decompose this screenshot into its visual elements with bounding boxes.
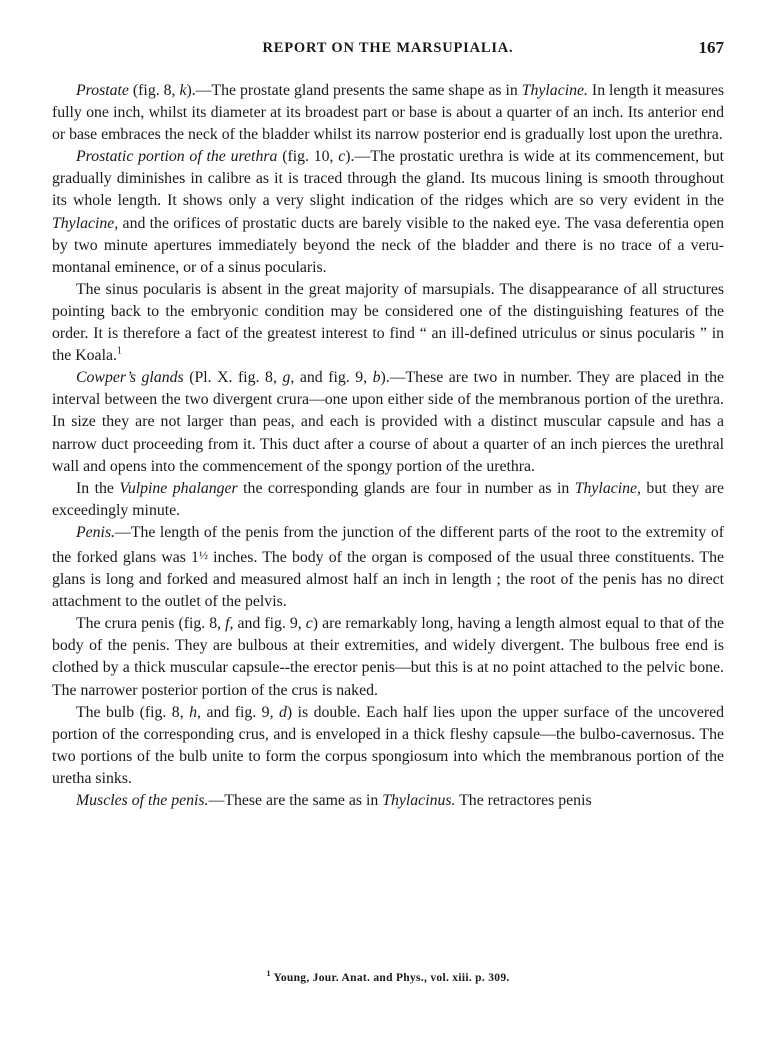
footnote: [52, 969, 724, 984]
paragraph-muscles-of-penis: Muscles of the penis.—These are the same as in Thylacinus. The retractores penis: [76, 792, 592, 809]
footnote-text: Young, Jour. Anat. and Phys., vol. xiii. p. 309.: [270, 972, 510, 984]
paragraph-vulpine-phalanger: In the Vulpine phalanger the corresponding glands are four in number as in Thylacine, but they are exceedingly minute.: [52, 479, 725, 519]
page: [52, 38, 725, 984]
paragraph-bulb: The bulb (fig. 8, h, and fig. 9, d) is double. Each half lies upon the upper surface of the uncovered portion of the corresponding crus, and is enveloped in a thick fleshy capsule—the bulbo-cavernosus. The two portions of the bulb unite to form the corpus spongiosum into which the membranous portion of the uretha sinks.: [52, 703, 725, 787]
paragraph-prostate: Prostate (fig. 8, k).—The prostate gland presents the same shape as in Thylacine. In length it measures fully one inch, whilst its diameter at its broadest part or base is about a quarter of an inch. Its anterior end or base embraces the neck of the bladder whilst its narrow posterior end is gradually lost upon the urethra.: [52, 82, 725, 144]
footnote-reference: 1: [116, 345, 122, 357]
footnote-mark: 1: [266, 969, 271, 979]
term-penis: Penis.: [76, 523, 116, 541]
term-prostatic-urethra: Prostatic portion of the urethra: [76, 148, 278, 166]
species-name: Thylacine,: [52, 214, 119, 232]
fraction: ½: [198, 547, 208, 562]
page-header: [52, 40, 724, 66]
paragraph-sinus-pocularis: The sinus pocularis is absent in the great majority of marsupials. The disappearance of all structures pointing back to the embryonic condition may be considered one of the distinguishing features of the order. It is therefore a fact of the greatest interest to find “ an ill-defined utriculus or sinus pocularis ” in the Koala.$^1$: [52, 280, 724, 365]
species-name: Thylacinus.: [382, 792, 456, 809]
paragraph-prostatic-urethra: Prostatic portion of the urethra (fig. 10, c).—The prostatic urethra is wide at its commencement, but gradually diminishes in calibre as it is traced through the gland. Its mucous lining is smooth throughout its whole length. It shows only a very slight indication of the ridges which are so very evident in the Thylacine, and the orifices of prostatic ducts are barely visible to the naked eye. The vasa deferentia open by two minute apertures immediately beyond the neck of the bladder and there is no trace of a veru-montanal eminence, or of a sinus pocularis.: [52, 148, 724, 276]
body-text: [52, 80, 724, 812]
term-muscles-of-penis: Muscles of the penis.: [76, 792, 209, 809]
paragraph-penis: Penis.—The length of the penis from the junction of the different parts of the root to the extremity of the forked glans was 1½ inches. The body of the organ is composed of the usual three constituents. The glans is long and forked and measured almost half an inch in length ; the root of the penis has no direct attachment to the outlet of the pelvis.: [52, 523, 724, 611]
term-cowpers-glands: Cowper’s glands: [76, 369, 184, 387]
species-name: Thylacine.: [521, 82, 588, 99]
term-prostate: Prostate: [76, 82, 129, 99]
species-name: Thylacine,: [574, 479, 641, 497]
species-name: Vulpine phalanger: [119, 479, 238, 497]
paragraph-crura-penis: The crura penis (fig. 8, f, and fig. 9, c) are remarkably long, having a length almost equal to that of the body of the penis. They are bulbous at their extremities, and widely divergent. The bulbous free end is clothed by a thick muscular capsule--the erector penis—but this is at no point attached to the pelvic bone. The narrower posterior portion of the crus is naked.: [52, 615, 724, 699]
paragraph-cowpers-glands: Cowper’s glands (Pl. X. fig. 8, g, and fig. 9, b).—These are two in number. They are placed in the interval between the two divergent crura—one upon either side of the membranous portion of the urethra. In size they are not larger than peas, and each is provided with a distinct muscular capsule and has a narrow duct proceeding from it. This duct after a course of about a quarter of an inch pierces the urethral wall and opens into the commencement of the spongy portion of the urethra.: [52, 369, 724, 475]
running-head: REPORT ON THE MARSUPIALIA.: [262, 40, 514, 56]
page-number: 167: [698, 38, 724, 57]
